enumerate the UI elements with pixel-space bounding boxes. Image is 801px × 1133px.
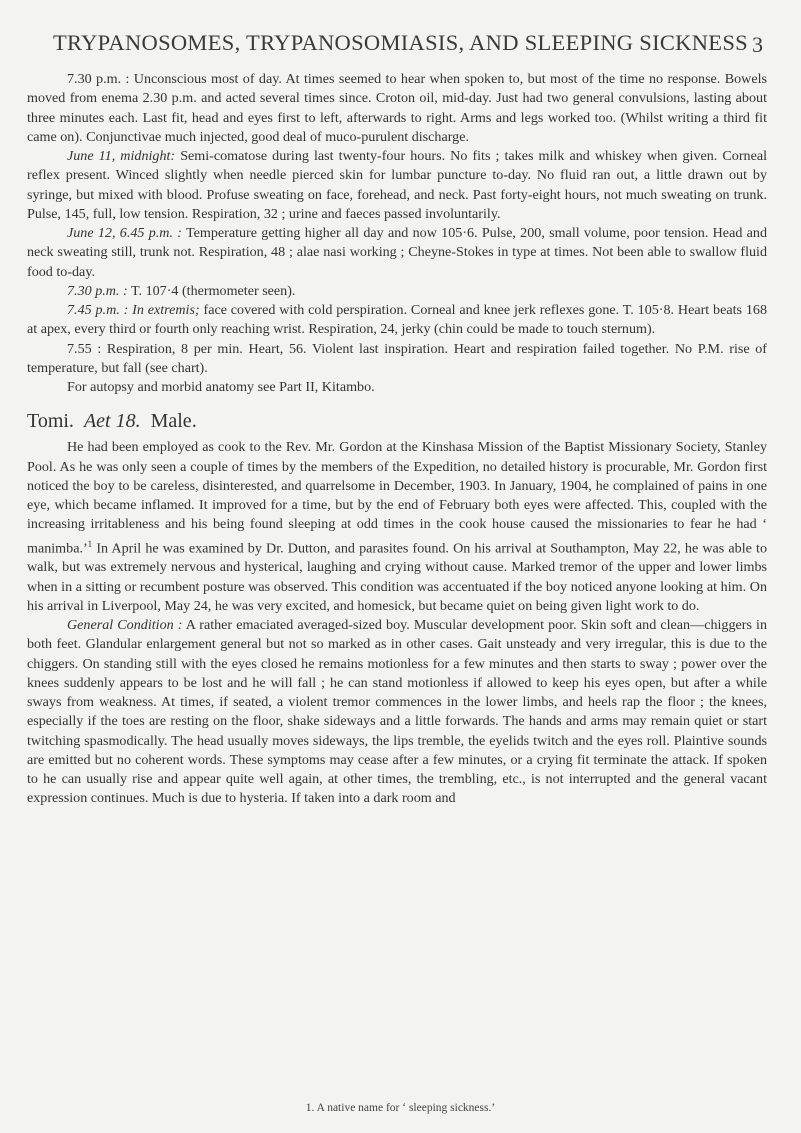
footnote-marker: 1 [87, 538, 93, 549]
case-name: Tomi. [27, 410, 74, 433]
paragraph-june-11 [27, 147, 767, 224]
entry-time-label: 7.30 p.m. : [67, 282, 128, 299]
general-condition-label: General Condition : [67, 617, 183, 634]
paragraph-june-12 [27, 224, 767, 282]
history-text-continued: In April he was examined by Dr. Dutton, and parasites found. On his arrival at Southampton, May 22, he was able to walk, but was extremely nervous and hysterical, laughing and crying without cause. Marked tremor of the upper and lower limbs when in a sitting or recumbent posture was observed. This condition was accentuated if the boy noticed anyone looking at him. On his arrival in Liverpool, May 24, he was very excited, and homesick, but became quiet on being given light work to do. [27, 540, 767, 614]
case-age: Aet 18. [83, 410, 141, 433]
case-heading [27, 407, 767, 435]
entry-date-label: June 11, midnight: [67, 148, 176, 164]
entry-text: For autopsy and morbid anatomy see Part II, Kitambo. [67, 379, 375, 395]
paragraph-autopsy-reference [27, 378, 767, 397]
paragraph-7-55 [27, 340, 767, 379]
paragraph-case-history [27, 438, 767, 616]
general-condition-text: A rather emaciated averaged-sized boy. Muscular development poor. Skin soft and clean—chiggers in both feet. Glandular enlargement general but not so marked as in other cases. Gait unsteady and very irregular, this is due to the chiggers. On standing still with the eyes closed he remains motionless for a few minutes and then starts to sway ; power over the knees suddenly appears to be lost and he will fall ; he can stand motionless if allowed to keep his eyes open, but after a while sways from weakness. At times, if seated, a violent tremor commences in the lower limbs, and heels rap the floor ; the knees, especially if the toes are resting on the floor, shake sideways and a little forwards. The hands and arms may remain quiet or start twitching spasmodically. The head usually moves sideways, the lips tremble, the eyelids twitch and the eyes roll. Plaintive sounds are emitted but no coherent words. These symptoms may cease after a few minutes, or a crying fit terminate the attack. If spoken to he can usually rise and appear quite well again, at other times, the trembling, etc., is not interrupted and the general vacant expression continues. Much is due to hysteria. If taken into a dark room and [27, 617, 767, 807]
paragraph-7-30pm-temp [27, 282, 767, 301]
entry-time-label: 7.30 p.m. : [67, 71, 130, 87]
page-number: 3 [752, 32, 763, 57]
entry-time-label: 7.45 p.m. : In extremis; [67, 302, 200, 318]
entry-text: face covered with cold perspiration. Corneal and knee jerk reflexes gone. T. 105·8. Heart beats 168 at apex, every third or fourth only reaching wrist. Respiration, 24, jerky (chin could be made to touch sternum). [27, 302, 767, 338]
paragraph-7-45pm [27, 301, 767, 340]
paragraph-general-condition [27, 616, 767, 809]
case-sex: Male. [150, 410, 197, 433]
entry-text: T. 107·4 (thermometer seen). [127, 282, 296, 299]
entry-date-label: June 12, 6.45 p.m. : [67, 225, 182, 241]
body-text [27, 70, 767, 809]
footnote: 1. A native name for ‘ sleeping sickness.’ [305, 1102, 496, 1114]
entry-text: Unconscious most of day. At times seemed to hear when spoken to, but most of the time no response. Bowels moved from enema 2.30 p.m. and acted several times since. Croton oil, mid-day. Just had two general convulsions, lasting about three minutes each. Last fit, head and eyes first to left, afterwards to right. Arms and legs worked too. (Whilst writing a third fit came on). Conjunctivae much injected, good deal of muco-purulent discharge. [27, 71, 767, 145]
entry-text: Respiration, 8 per min. Heart, 56. Violent last inspiration. Heart and respiration failed together. No P.M. rise of temperature, but fall (see chart). [27, 340, 767, 376]
running-title: TRYPANOSOMES, TRYPANOSOMIASIS, AND SLEEPING SICKNESS [53, 30, 748, 55]
history-text: He had been employed as cook to the Rev. Mr. Gordon at the Kinshasa Mission of the Baptist Missionary Society, Stanley Pool. As he was only seen a couple of times by the members of the Expedition, no detailed history is procurable, Mr. Gordon first noticed the boy to be careless, disinterested, and quarrelsome in December, 1903. In January, 1904, he complained of pains in one eye, which became inflamed. It improved for a time, but by the end of February both eyes were affected. This, coupled with the increasing irritableness and his being found sleeping at odd times in the cook house caused the missionaries to fear he had ‘ manimba.’ [27, 439, 767, 557]
paragraph-7-30pm [27, 70, 767, 147]
entry-text: Semi-comatose during last twenty-four hours. No fits ; takes milk and whiskey when given. Corneal reflex present. Winced slightly when needle pierced skin for lumbar puncture to-day. No fluid ran out, a little drawn out by syringe, but mixed with blood. Profuse sweating on face, forehead, and neck. Past forty-eight hours, not much sweating on trunk. Pulse, 145, full, low tension. Respiration, 32 ; urine and faeces passed involuntarily. [27, 148, 768, 222]
running-head [0, 30, 801, 60]
entry-time-label: 7.55 : [67, 340, 102, 357]
entry-text: Temperature getting higher all day and now 105·6. Pulse, 200, small volume, poor tension. Head and neck sweating still, trunk not. Respiration, 48 ; alae nasi working ; Cheyne-Stokes in type at times. Not been able to swallow fluid food to-day. [27, 225, 767, 280]
